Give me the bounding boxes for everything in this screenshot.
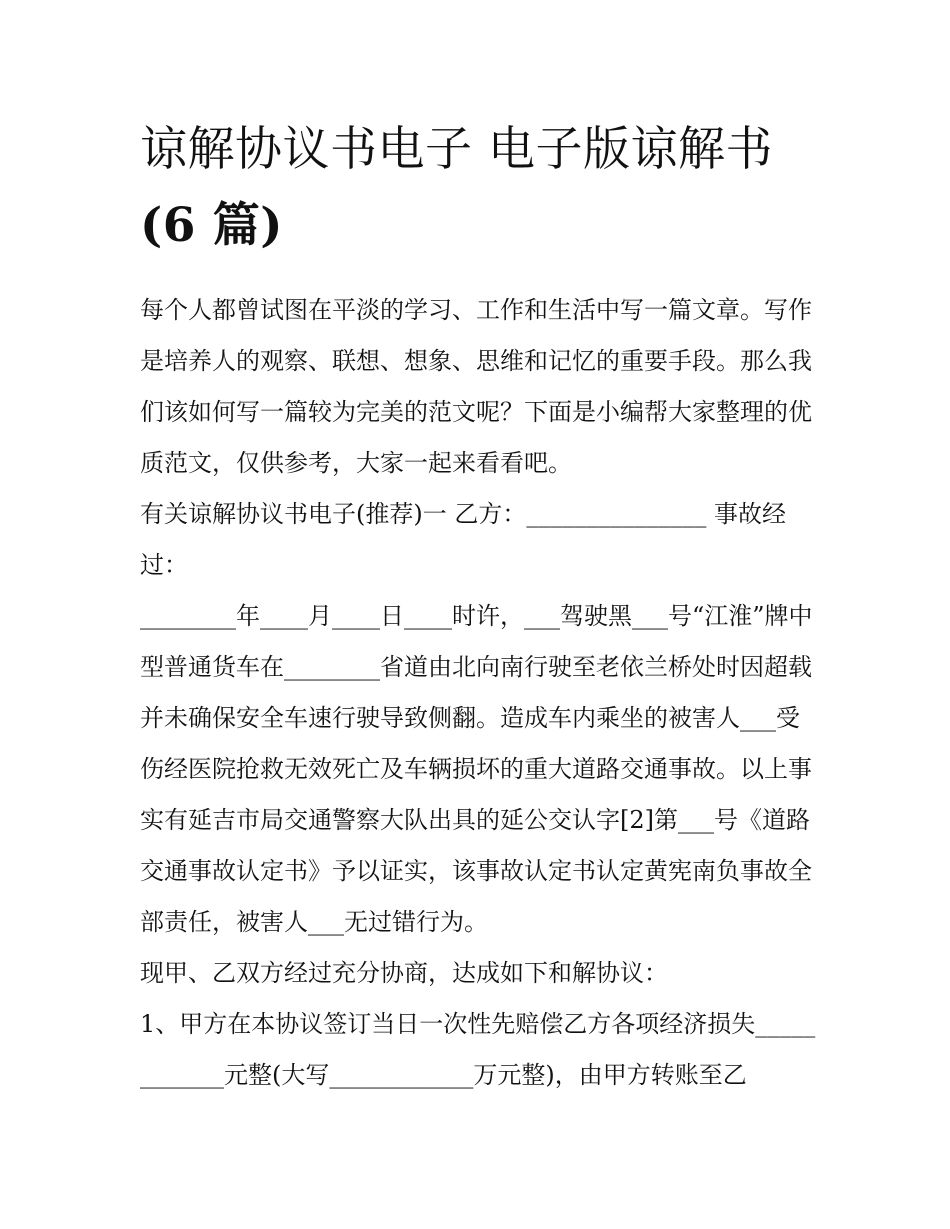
paragraph-intro: 每个人都曾试图在平淡的学习、工作和生活中写一篇文章。写作是培养人的观察、联想、想象、思维和记忆的重要手段。那么我们该如何写一篇较为完美的范文呢？下面是小编帮大家整理的优质范文，仅供参考，大家一起来看看吧。 bbox=[140, 296, 812, 477]
paragraph-item-1: 1、甲方在本协议签订当日一次性先赔偿乙方各项经济损失____________元整(大写____________万元整)，由甲方转账至乙 bbox=[140, 1010, 816, 1089]
document-body bbox=[140, 112, 820, 1101]
document-title bbox=[140, 112, 820, 264]
paragraph-negotiation: 现甲、乙双方经过充分协商，达成如下和解协议： bbox=[140, 959, 668, 987]
title-line-1: 谅解协议书电子 电子版谅解书 bbox=[140, 122, 773, 177]
title-line-2: (6 篇) bbox=[140, 198, 284, 253]
paragraph-accident: ________年____月____日____时许，___驾驶黑___号“江淮”牌中型普通货车在________省道由北向南行驶至老依兰桥处时因超载并未确保安全车速行驶导致侧翻。造成车内乘坐的被害人___受伤经医院抢救无效死亡及车辆损坏的重大道路交通事故。以上事实有延吉市局交通警察大队出具的延公交认字[2]第___号《道路交通事故认定书》予以证实，该事故认定书认定黄宪南负事故全部责任，被害人___无过错行为。 bbox=[140, 602, 813, 936]
paragraph-party: 有关谅解协议书电子(推荐)一 乙方：_______________ 事故经过： bbox=[140, 500, 786, 579]
